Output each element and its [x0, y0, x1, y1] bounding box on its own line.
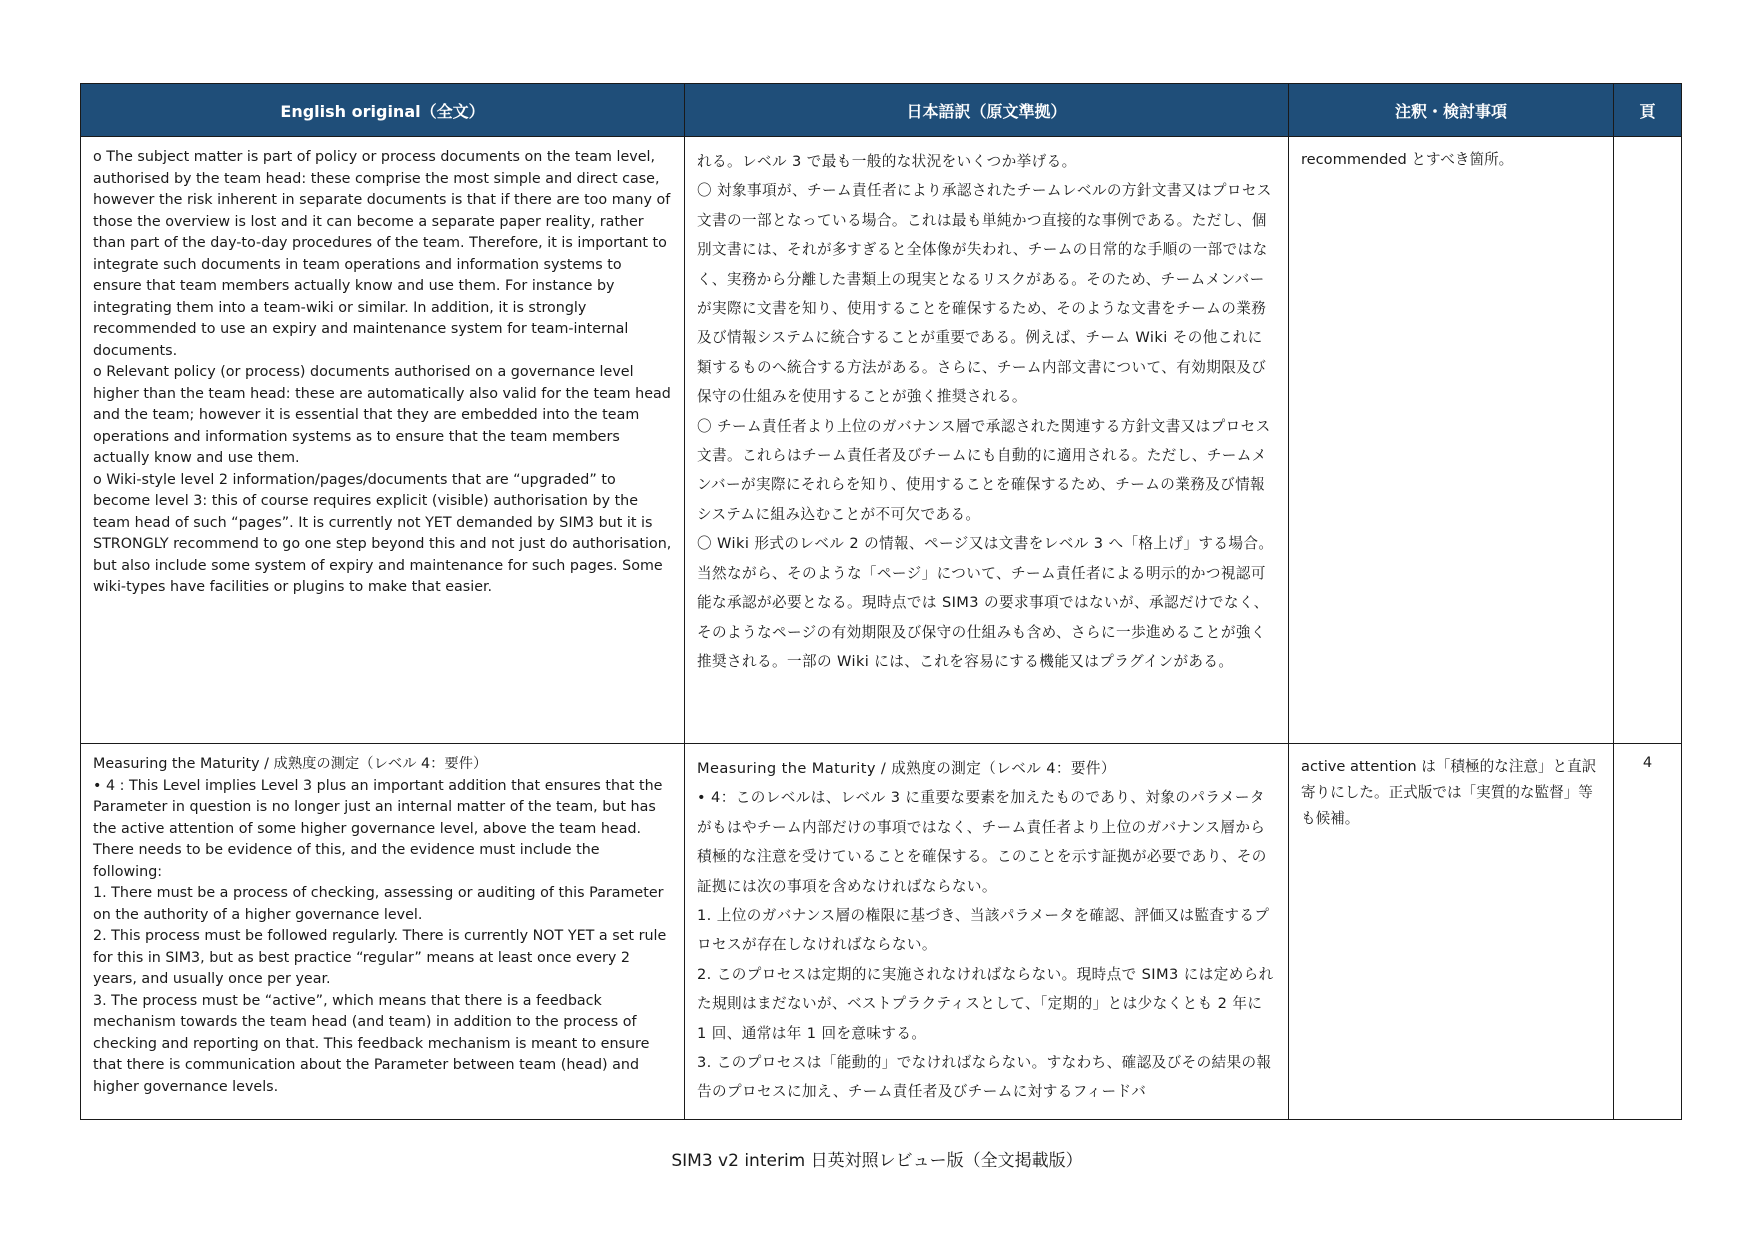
- page-cell: 4: [1614, 744, 1682, 1120]
- page-cell: [1614, 137, 1682, 744]
- japanese-paragraph: 〇 対象事項が、チーム責任者により承認されたチームレベルの方針文書又はプロセス文書の一部となっている場合。これは最も単純かつ直接的な事例である。ただし、個別文書には、それが多すぎると全体像が失われ、チームの日常的な手順の一部ではなく、実務から分離した書類上の現実となるリスクがある。そのため、チームメンバーが実際に文書を知り、使用することを確保するため、そのような文書をチームの業務及び情報システムに統合することが重要である。例えば、チーム Wiki その他これに類するものへ統合する方法がある。さらに、チーム内部文書について、有効期限及び保守の仕組みを使用することが強く推奨される。: [697, 182, 1272, 406]
- japanese-paragraph: • 4：このレベルは、レベル 3 に重要な要素を加えたものであり、対象のパラメータがもはやチーム内部だけの事項ではなく、チーム責任者より上位のガバナンス層から積極的な注意を受けていることを確保する。このことを示す証拠が必要であり、その証拠には次の事項を含めなければならない。: [697, 789, 1267, 895]
- header-japanese: 日本語訳（原文準拠）: [685, 84, 1289, 137]
- english-paragraph: o Wiki-style level 2 information/pages/documents that are “upgraded” to become level 3: this of course requires explicit (visible) authorisation by the team head of such “pages”. It is currently not YET demanded by SIM3 but it is STRONGLY recommend to go one step beyond this and not just do authorisation, but also include some system of expiry and maintenance for such pages. Some wiki-types have facilities or plugins to make that easier.: [93, 471, 672, 595]
- table-row: [81, 137, 1682, 744]
- japanese-cell: [685, 137, 1289, 744]
- english-paragraph: 2. This process must be followed regularly. There is currently NOT YET a set rule for this in SIM3, but as best practice “regular” means at least once every 2 years, and usually once per year.: [93, 928, 667, 987]
- english-paragraph: 3. The process must be “active”, which means that there is a feedback mechanism towards the team head (and team) in addition to the process of checking and reporting on that. This feedback mechanism is meant to ensure that there is communication about the Parameter between team (head) and higher governance levels.: [93, 992, 650, 1095]
- note-text: recommended とすべき箇所。: [1301, 151, 1514, 168]
- header-notes: 注釈・検討事項: [1289, 84, 1614, 137]
- english-paragraph: o Relevant policy (or process) documents authorised on a governance level higher than the team head: these are automatically also valid for the team head and the team; however it is essential that they are embedded into the team operations and information systems as to ensure that the team members actually know and use them.: [93, 364, 671, 466]
- notes-cell: [1289, 137, 1614, 744]
- page-footer: SIM3 v2 interim 日英対照レビュー版（全文掲載版）: [671, 1151, 1083, 1171]
- english-paragraph: Measuring the Maturity / 成熟度の測定（レベル 4：要件）: [93, 756, 488, 772]
- english-paragraph: o The subject matter is part of policy or process documents on the team level, authorised by the team head: these comprise the most simple and direct case, however the risk inherent in separate documents is that if there are too many of those the overview is lost and it can become a separate paper reality, rather than part of the day-to-day procedures of the team. Therefore, it is important to integrate such documents in team operations and information systems to ensure that team members actually know and use them. For instance by integrating them into a team-wiki or similar. In addition, it is strongly recommended to use an expiry and maintenance system for team-internal documents.: [93, 149, 671, 359]
- japanese-paragraph: 〇 Wiki 形式のレベル 2 の情報、ページ又は文書をレベル 3 へ「格上げ」する場合。当然ながら、そのような「ページ」について、チーム責任者による明示的かつ視認可能な承認が必要となる。現時点では SIM3 の要求事項ではないが、承認だけでなく、そのようなページの有効期限及び保守の仕組みも含め、さらに一歩進めることが強く推奨される。一部の Wiki には、これを容易にする機能又はプラグインがある。: [697, 535, 1274, 670]
- english-cell: [81, 744, 685, 1120]
- english-paragraph: 1. There must be a process of checking, assessing or auditing of this Parameter on the authority of a higher governance level.: [93, 885, 664, 923]
- english-paragraph: • 4 : This Level implies Level 3 plus an important addition that ensures that the Parameter in question is no longer just an internal matter of the team, but has the active attention of some higher governance level, above the team head. There needs to be evidence of this, and the evidence must include the following:: [93, 777, 663, 880]
- table-row: [81, 744, 1682, 1120]
- japanese-paragraph: 〇 チーム責任者より上位のガバナンス層で承認された関連する方針文書又はプロセス文書。これらはチーム責任者及びチームにも自動的に適用される。ただし、チームメンバーが実際にそれらを知り、使用することを確保するため、チームの業務及び情報システムに組み込むことが不可欠である。: [697, 417, 1271, 523]
- header-page: 頁: [1614, 84, 1682, 137]
- header-row: [81, 84, 1682, 137]
- japanese-cell: [685, 744, 1289, 1120]
- notes-cell: [1289, 744, 1614, 1120]
- japanese-paragraph: 2. このプロセスは定期的に実施されなければならない。現時点で SIM3 には定められた規則はまだないが、ベストプラクティスとして、「定期的」とは少なくとも 2 年に 1 回、通常は年 1 回を意味する。: [697, 965, 1274, 1042]
- review-table: [80, 83, 1682, 1120]
- japanese-paragraph: れる。レベル 3 で最も一般的な状況をいくつか挙げる。: [697, 153, 1077, 170]
- header-english: English original（全文）: [81, 84, 685, 137]
- english-cell: [81, 137, 685, 744]
- japanese-paragraph: 3. このプロセスは「能動的」でなければならない。すなわち、確認及びその結果の報告のプロセスに加え、チーム責任者及びチームに対するフィードバ: [697, 1054, 1272, 1101]
- japanese-paragraph: 1. 上位のガバナンス層の権限に基づき、当該パラメータを確認、評価又は監査するプロセスが存在しなければならない。: [697, 907, 1270, 954]
- note-text: active attention は「積極的な注意」と直訳寄りにした。正式版では「実質的な監督」等も候補。: [1301, 758, 1597, 827]
- japanese-paragraph: Measuring the Maturity / 成熟度の測定（レベル 4：要件）: [697, 760, 1116, 777]
